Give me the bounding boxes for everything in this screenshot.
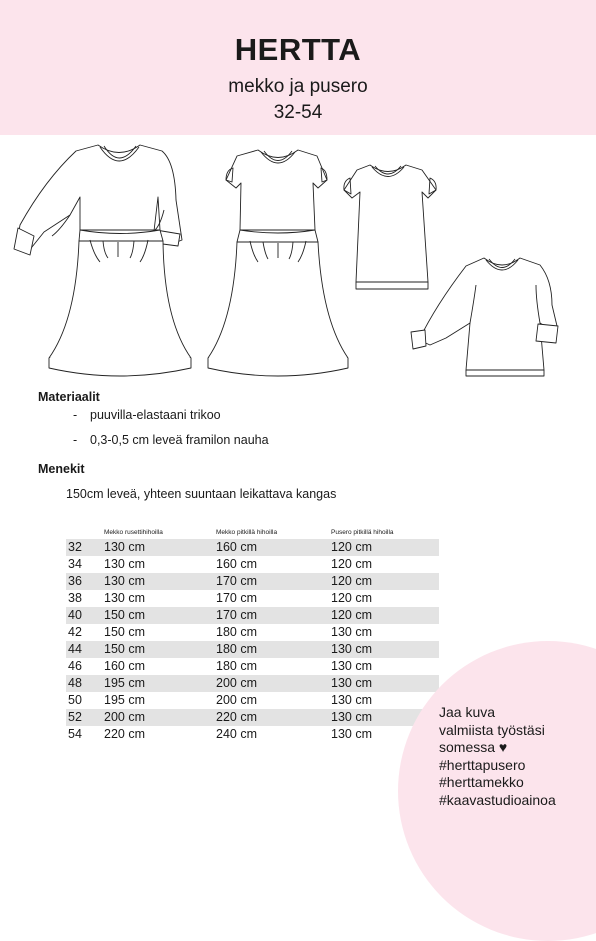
hashtag: #herttamekko	[439, 774, 524, 790]
value-cell: 130 cm	[331, 676, 372, 690]
value-cell: 200 cm	[216, 676, 257, 690]
long-sleeve-dress-illustration	[14, 145, 191, 376]
value-cell: 195 cm	[104, 676, 145, 690]
value-cell: 160 cm	[104, 659, 145, 673]
value-cell: 180 cm	[216, 642, 257, 656]
share-line: somessa ♥	[439, 739, 508, 755]
size-cell: 46	[68, 659, 82, 673]
value-cell: 170 cm	[216, 591, 257, 605]
size-cell: 50	[68, 693, 82, 707]
value-cell: 130 cm	[331, 727, 372, 741]
garment-illustrations	[0, 138, 596, 383]
value-cell: 130 cm	[331, 642, 372, 656]
short-sleeve-top-illustration	[344, 165, 436, 289]
size-cell: 52	[68, 710, 82, 724]
table-row	[66, 624, 439, 641]
column-header: Mekko rusettihihoilla	[104, 529, 163, 536]
table-row	[66, 556, 439, 573]
table-row	[66, 692, 439, 709]
table-row	[66, 539, 439, 556]
size-cell: 44	[68, 642, 82, 656]
value-cell: 160 cm	[216, 540, 257, 554]
share-line: valmiista työstäsi	[439, 721, 545, 738]
table-row	[66, 726, 439, 743]
value-cell: 170 cm	[216, 574, 257, 588]
value-cell: 130 cm	[104, 557, 145, 571]
table-row	[66, 675, 439, 692]
long-sleeve-top-illustration	[411, 258, 558, 376]
materials-heading: Materiaalit	[38, 390, 100, 404]
column-header: Mekko pitkillä hihoilla	[216, 529, 278, 536]
bow-sleeve-dress-illustration	[208, 150, 348, 376]
table-body	[66, 539, 439, 743]
value-cell: 130 cm	[104, 574, 145, 588]
value-cell: 120 cm	[331, 557, 372, 571]
hashtag: #herttapusero	[439, 756, 526, 773]
value-cell: 200 cm	[104, 710, 145, 724]
value-cell: 130 cm	[331, 710, 372, 724]
value-cell: 180 cm	[216, 625, 257, 639]
value-cell: 150 cm	[104, 625, 145, 639]
page-subtitle: mekko ja pusero	[228, 76, 368, 97]
value-cell: 130 cm	[331, 659, 372, 673]
hashtag: #kaavastudioainoa	[439, 791, 556, 808]
value-cell: 160 cm	[216, 557, 257, 571]
materials-item-text: puuvilla-elastaani trikoo	[90, 408, 221, 422]
size-cell: 36	[68, 574, 82, 588]
value-cell: 195 cm	[104, 693, 145, 707]
fabric-table	[66, 527, 439, 743]
size-cell: 38	[68, 591, 82, 605]
table-row	[66, 658, 439, 675]
value-cell: 120 cm	[331, 591, 372, 605]
share-text	[439, 704, 556, 809]
value-cell: 200 cm	[216, 693, 257, 707]
size-cell: 42	[68, 625, 82, 639]
size-cell: 34	[68, 557, 82, 571]
value-cell: 180 cm	[216, 659, 257, 673]
table-row	[66, 573, 439, 590]
bullet-dash: -	[73, 433, 78, 447]
value-cell: 150 cm	[104, 642, 145, 656]
bullet-dash: -	[73, 408, 78, 422]
value-cell: 130 cm	[331, 625, 372, 639]
value-cell: 220 cm	[216, 710, 257, 724]
value-cell: 170 cm	[216, 608, 257, 622]
size-cell: 48	[68, 676, 82, 690]
value-cell: 120 cm	[331, 608, 372, 622]
materials-item-text: 0,3-0,5 cm leveä framilon nauha	[90, 433, 269, 447]
table-header	[66, 527, 439, 539]
value-cell: 130 cm	[331, 693, 372, 707]
column-header: Pusero pitkillä hihoilla	[331, 529, 394, 536]
value-cell: 150 cm	[104, 608, 145, 622]
page-title: HERTTA	[234, 32, 362, 67]
header-banner	[0, 0, 596, 135]
value-cell: 220 cm	[104, 727, 145, 741]
table-row	[66, 641, 439, 658]
value-cell: 130 cm	[104, 540, 145, 554]
size-cell: 54	[68, 727, 82, 741]
table-row	[66, 607, 439, 624]
size-range: 32-54	[273, 102, 323, 123]
size-cell: 32	[68, 540, 82, 554]
value-cell: 240 cm	[216, 727, 257, 741]
fabric-note: 150cm leveä, yhteen suuntaan leikattava kangas	[66, 487, 337, 501]
table-row	[66, 709, 439, 726]
share-line: Jaa kuva	[439, 704, 496, 720]
value-cell: 120 cm	[331, 574, 372, 588]
value-cell: 130 cm	[104, 591, 145, 605]
size-cell: 40	[68, 608, 82, 622]
table-row	[66, 590, 439, 607]
consumption-heading: Menekit	[38, 462, 85, 476]
value-cell: 120 cm	[331, 540, 372, 554]
